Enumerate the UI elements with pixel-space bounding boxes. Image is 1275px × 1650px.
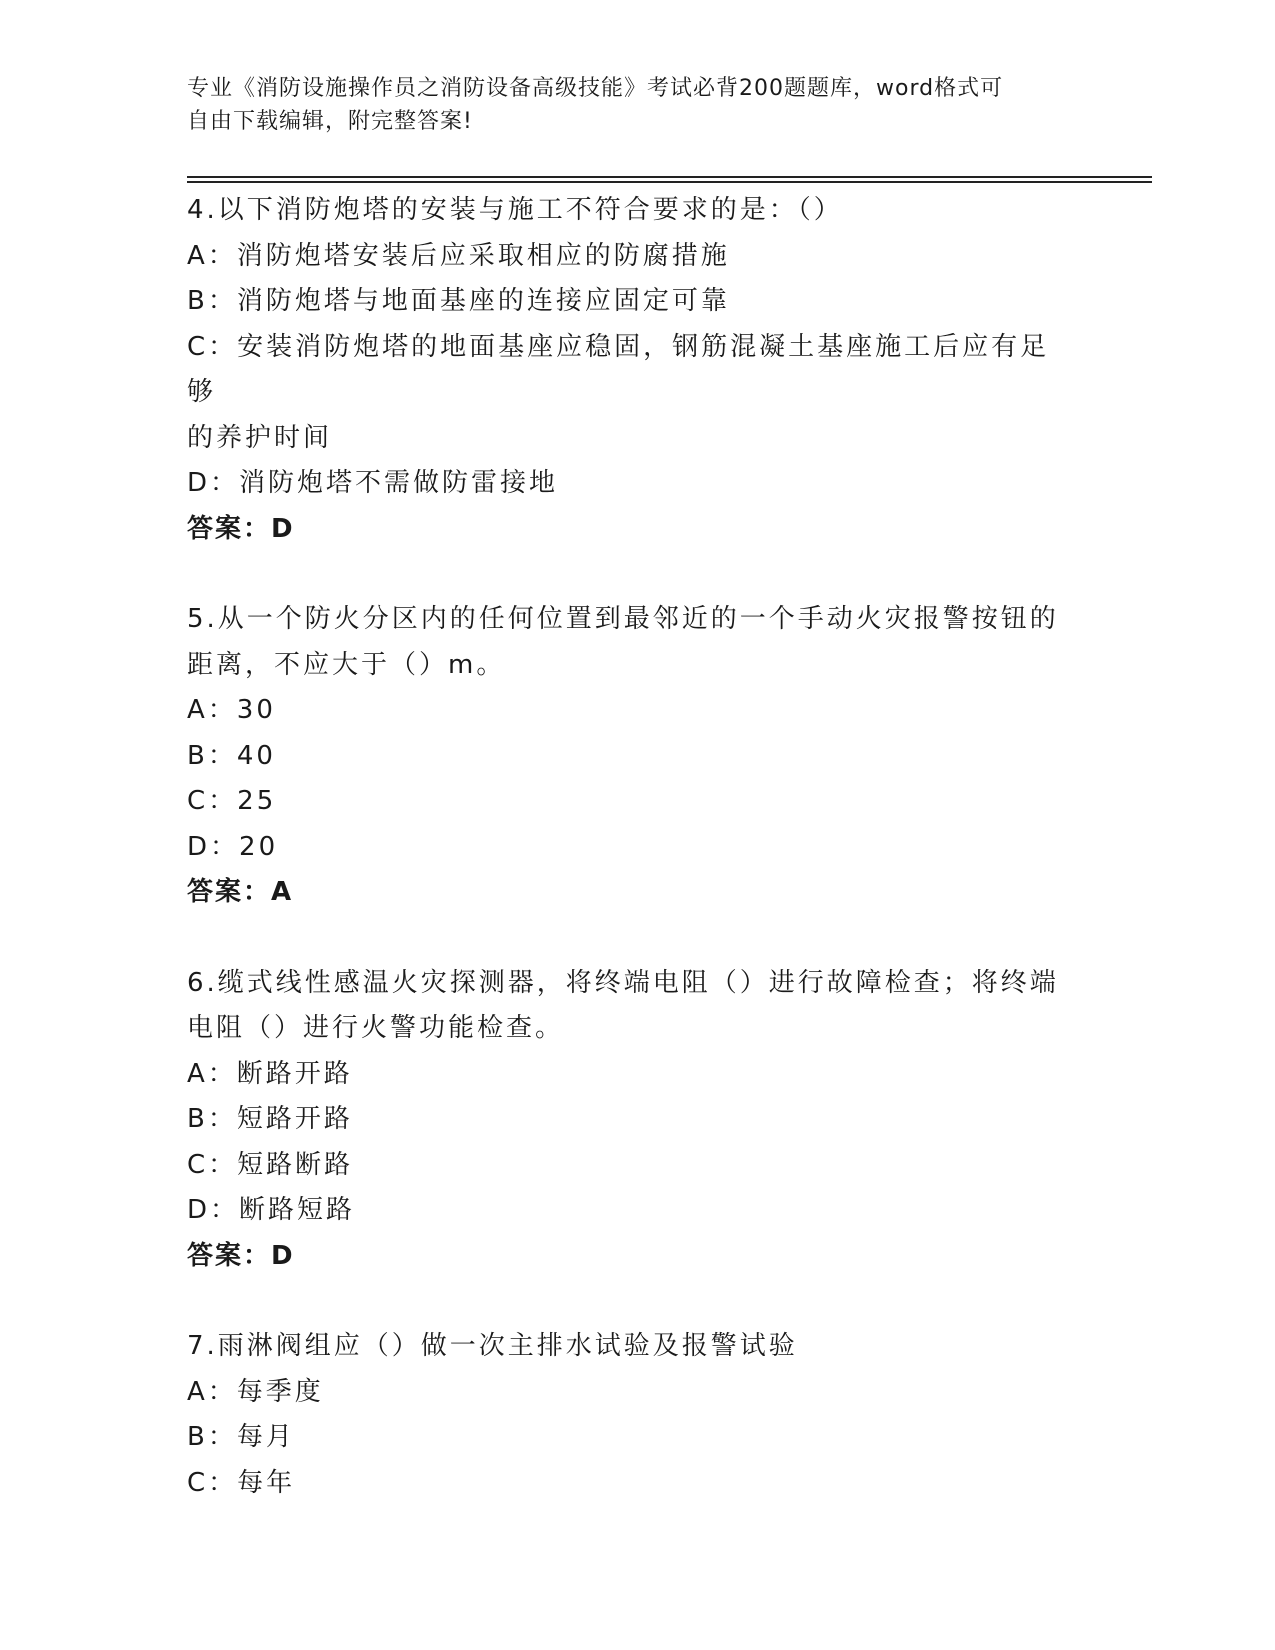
header-divider-top — [187, 176, 1152, 178]
header-line-1: 专业《消防设施操作员之消防设备高级技能》考试必背200题题库，word格式可 — [187, 76, 1004, 101]
question-stem-continued: 距离，不应大于（）m。 — [187, 649, 506, 680]
option-a: A：消防炮塔安装后应采取相应的防腐措施 — [187, 240, 730, 271]
option-c: C：每年 — [187, 1467, 296, 1498]
question-stem: 7.雨淋阀组应（）做一次主排水试验及报警试验 — [187, 1331, 798, 1361]
question-stem: 5.从一个防火分区内的任何位置到最邻近的一个手动火灾报警按钮的 — [187, 604, 1059, 634]
question-stem: 6.缆式线性感温火灾探测器，将终端电阻（）进行故障检查；将终端 — [187, 967, 1059, 998]
option-c: C：25 — [187, 786, 277, 816]
header-line-2: 自由下载编辑，附完整答案! — [187, 109, 473, 134]
option-b: B：消防炮塔与地面基座的连接应固定可靠 — [187, 286, 730, 316]
answer: 答案：A — [187, 877, 294, 907]
option-c: C：安装消防炮塔的地面基座应稳固，钢筋混凝土基座施工后应有足够 — [187, 331, 1050, 407]
question-stem: 4.以下消防炮塔的安装与施工不符合要求的是：（） — [187, 195, 843, 225]
question-stem-continued: 电阻（）进行火警功能检查。 — [187, 1013, 565, 1043]
question-4 — [187, 188, 1067, 552]
option-c: C：短路断路 — [187, 1149, 354, 1180]
spacer — [187, 916, 1067, 961]
option-a: A：断路开路 — [187, 1058, 353, 1089]
question-list — [187, 188, 1067, 1506]
option-b: B：40 — [187, 740, 276, 771]
option-a: A：30 — [187, 695, 276, 725]
spacer — [187, 552, 1067, 597]
spacer — [187, 1279, 1067, 1324]
option-d: D：20 — [187, 831, 279, 862]
option-b: B：每月 — [187, 1422, 295, 1452]
header-divider-bottom — [187, 181, 1152, 183]
answer: 答案：D — [187, 513, 295, 544]
option-a: A：每季度 — [187, 1376, 324, 1407]
answer: 答案：D — [187, 1240, 295, 1271]
question-7 — [187, 1324, 1067, 1506]
option-d: D：消防炮塔不需做防雷接地 — [187, 468, 559, 498]
question-5 — [187, 597, 1067, 916]
option-c-continued: 的养护时间 — [187, 422, 333, 453]
option-d: D：断路短路 — [187, 1195, 356, 1225]
question-6 — [187, 961, 1067, 1280]
option-b: B：短路开路 — [187, 1104, 353, 1134]
document-header — [187, 72, 1067, 138]
